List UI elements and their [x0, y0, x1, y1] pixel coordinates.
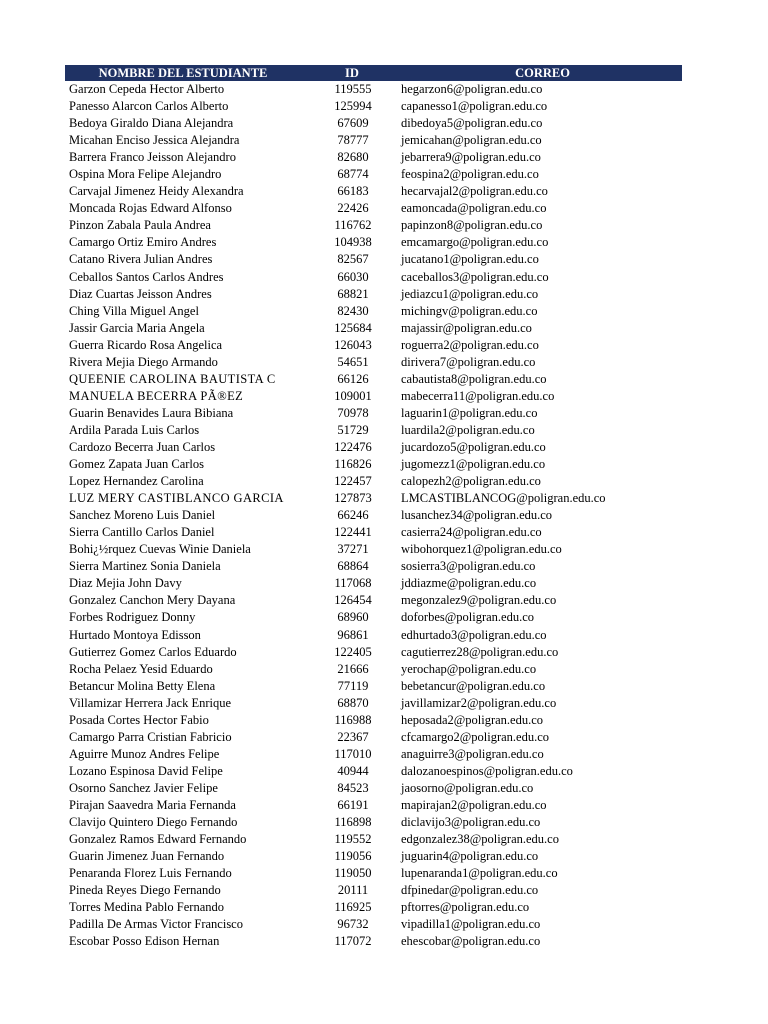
student-id-cell: 66030 [337, 269, 369, 284]
table-row [65, 848, 682, 865]
student-email-cell: jemicahan@poligran.edu.co [401, 133, 542, 148]
student-name-cell: Panesso Alarcon Carlos Alberto [69, 99, 229, 114]
student-email-cell: mapirajan2@poligran.edu.co [401, 797, 547, 812]
student-name-cell: Penaranda Florez Luis Fernando [69, 866, 232, 881]
student-name-cell: Forbes Rodriguez Donny [69, 610, 196, 625]
student-id-cell: 125994 [334, 99, 372, 114]
student-email-cell: roguerra2@poligran.edu.co [401, 337, 539, 352]
student-name-cell: Micahan Enciso Jessica Alejandra [69, 133, 240, 148]
student-email-cell: juguarin4@poligran.edu.co [401, 849, 539, 864]
student-email-cell: jucatano1@poligran.edu.co [401, 252, 539, 267]
student-id-cell: 122476 [334, 439, 372, 454]
table-row [65, 234, 682, 251]
student-email-cell: lusanchez34@poligran.edu.co [401, 508, 553, 523]
student-email-cell: cfcamargo2@poligran.edu.co [401, 729, 550, 744]
student-id-cell: 96732 [337, 917, 369, 932]
student-id-cell: 126454 [334, 593, 372, 608]
student-id-cell: 116925 [334, 900, 372, 915]
student-name-cell: Ching Villa Miguel Angel [69, 303, 199, 318]
table-row [65, 661, 682, 678]
student-table [65, 65, 682, 950]
table-row [65, 217, 682, 234]
table-row [65, 422, 682, 439]
student-name-cell: Camargo Ortiz Emiro Andres [69, 235, 217, 250]
table-header [65, 65, 682, 81]
header-id: ID [345, 66, 359, 80]
table-row [65, 371, 682, 388]
student-email-cell: jugomezz1@poligran.edu.co [401, 457, 546, 472]
header-name: NOMBRE DEL ESTUDIANTE [98, 66, 268, 80]
student-email-cell: wibohorquez1@poligran.edu.co [401, 542, 562, 557]
student-id-cell: 117072 [334, 934, 372, 949]
table-row [65, 439, 682, 456]
student-id-cell: 22367 [337, 729, 369, 744]
table-row [65, 183, 682, 200]
student-email-cell: doforbes@poligran.edu.co [401, 610, 535, 625]
student-id-cell: 126043 [334, 337, 372, 352]
student-name-cell: Hurtado Montoya Edisson [69, 627, 201, 642]
student-email-cell: vipadilla1@poligran.edu.co [401, 917, 541, 932]
student-email-cell: jebarrera9@poligran.edu.co [401, 150, 541, 165]
student-email-cell: feospina2@poligran.edu.co [401, 167, 539, 182]
table-row [65, 541, 682, 558]
table-row [65, 354, 682, 371]
table-row [65, 627, 682, 644]
table-body [65, 81, 682, 950]
student-id-cell: 104938 [334, 235, 372, 250]
table-row [65, 388, 682, 405]
table-row [65, 899, 682, 916]
table-row [65, 405, 682, 422]
student-id-cell: 122405 [334, 644, 372, 659]
student-email-cell: majassir@poligran.edu.co [401, 320, 532, 335]
table-row [65, 320, 682, 337]
table-row [65, 303, 682, 320]
table-row [65, 473, 682, 490]
student-name-cell: Ardila Parada Luis Carlos [69, 422, 200, 437]
table-row [65, 729, 682, 746]
student-name-cell: Moncada Rojas Edward Alfonso [69, 201, 232, 216]
student-email-cell: pftorres@poligran.edu.co [401, 900, 530, 915]
student-email-cell: anaguirre3@poligran.edu.co [401, 746, 544, 761]
student-name-cell: Diaz Cuartas Jeisson Andres [69, 286, 212, 301]
student-email-cell: ehescobar@poligran.edu.co [401, 934, 541, 949]
student-name-cell: Torres Medina Pablo Fernando [69, 900, 224, 915]
student-email-cell: hegarzon6@poligran.edu.co [401, 82, 543, 96]
student-name-cell: LUZ MERY CASTIBLANCO GARCIA [69, 491, 284, 506]
student-email-cell: lupenaranda1@poligran.edu.co [401, 866, 558, 881]
student-email-cell: jucardozo5@poligran.edu.co [401, 439, 546, 454]
student-id-cell: 82680 [337, 150, 369, 165]
table-row [65, 251, 682, 268]
student-name-cell: Gomez Zapata Juan Carlos [69, 457, 205, 472]
student-name-cell: Sierra Cantillo Carlos Daniel [69, 525, 215, 540]
student-id-cell: 66183 [337, 184, 369, 199]
student-email-cell: LMCASTIBLANCOG@poligran.edu.co [401, 491, 606, 506]
table-row [65, 98, 682, 115]
student-name-cell: Diaz Mejia John Davy [69, 576, 182, 591]
student-name-cell: Guerra Ricardo Rosa Angelica [69, 337, 223, 352]
student-id-cell: 51729 [337, 422, 369, 437]
header-email: CORREO [515, 66, 570, 80]
table-row [65, 933, 682, 950]
student-id-cell: 40944 [337, 763, 369, 778]
student-id-cell: 125684 [334, 320, 372, 335]
student-name-cell: Carvajal Jimenez Heidy Alexandra [69, 184, 244, 199]
student-name-cell: Pineda Reyes Diego Fernando [69, 883, 221, 898]
table-row [65, 337, 682, 354]
student-id-cell: 66126 [337, 371, 369, 386]
student-name-cell: Garzon Cepeda Hector Alberto [69, 82, 225, 96]
student-name-cell: Sierra Martinez Sonia Daniela [69, 559, 221, 574]
student-id-cell: 68960 [337, 610, 369, 625]
table-row [65, 558, 682, 575]
table-row [65, 490, 682, 507]
student-id-cell: 117010 [334, 746, 372, 761]
student-id-cell: 66191 [337, 797, 369, 812]
table-row [65, 763, 682, 780]
student-email-cell: caceballos3@poligran.edu.co [401, 269, 549, 284]
table-row [65, 644, 682, 661]
student-email-cell: papinzon8@poligran.edu.co [401, 218, 543, 233]
student-email-cell: hecarvajal2@poligran.edu.co [401, 184, 548, 199]
student-id-cell: 84523 [337, 780, 369, 795]
student-id-cell: 54651 [337, 354, 369, 369]
student-email-cell: casierra24@poligran.edu.co [401, 525, 542, 540]
table-row [65, 592, 682, 609]
student-name-cell: Gonzalez Ramos Edward Fernando [69, 832, 247, 847]
table-row [65, 269, 682, 286]
student-email-cell: edhurtado3@poligran.edu.co [401, 627, 547, 642]
student-id-cell: 119050 [334, 866, 372, 881]
student-name-cell: Gutierrez Gomez Carlos Eduardo [69, 644, 237, 659]
student-name-cell: Padilla De Armas Victor Francisco [69, 917, 243, 932]
student-name-cell: Escobar Posso Edison Hernan [69, 934, 220, 949]
table-row [65, 575, 682, 592]
student-name-cell: Barrera Franco Jeisson Alejandro [69, 150, 236, 165]
student-id-cell: 119552 [334, 832, 372, 847]
student-email-cell: sosierra3@poligran.edu.co [401, 559, 536, 574]
student-id-cell: 66246 [337, 508, 369, 523]
student-name-cell: Pirajan Saavedra Maria Fernanda [69, 797, 236, 812]
student-name-cell: MANUELA BECERRA PÃ®EZ [69, 388, 244, 403]
student-email-cell: eamoncada@poligran.edu.co [401, 201, 547, 216]
table-row [65, 456, 682, 473]
student-email-cell: javillamizar2@poligran.edu.co [401, 695, 557, 710]
student-email-cell: capanesso1@poligran.edu.co [401, 99, 548, 114]
student-email-cell: megonzalez9@poligran.edu.co [401, 593, 557, 608]
student-email-cell: dibedoya5@poligran.edu.co [401, 116, 543, 131]
student-email-cell: yerochap@poligran.edu.co [401, 661, 537, 676]
table-row [65, 831, 682, 848]
student-id-cell: 116988 [334, 712, 372, 727]
table-row [65, 200, 682, 217]
student-email-cell: jediazcu1@poligran.edu.co [401, 286, 539, 301]
student-id-cell: 116762 [334, 218, 372, 233]
table-row [65, 286, 682, 303]
student-email-cell: calopezh2@poligran.edu.co [401, 474, 541, 489]
table-row [65, 712, 682, 729]
student-id-cell: 68774 [337, 167, 369, 182]
student-email-cell: dirivera7@poligran.edu.co [401, 354, 536, 369]
student-email-cell: laguarin1@poligran.edu.co [401, 405, 538, 420]
student-name-cell: QUEENIE CAROLINA BAUTISTA C [69, 371, 276, 386]
table-row [65, 507, 682, 524]
student-name-cell: Clavijo Quintero Diego Fernando [69, 815, 238, 830]
student-name-cell: Bohi¿½rquez Cuevas Winie Daniela [69, 542, 251, 557]
student-name-cell: Lozano Espinosa David Felipe [69, 763, 223, 778]
table-row [65, 166, 682, 183]
student-name-cell: Camargo Parra Cristian Fabricio [69, 729, 232, 744]
student-name-cell: Ospina Mora Felipe Alejandro [69, 167, 222, 182]
student-id-cell: 117068 [334, 576, 372, 591]
student-name-cell: Rivera Mejia Diego Armando [69, 354, 218, 369]
student-id-cell: 37271 [337, 542, 369, 557]
student-id-cell: 96861 [337, 627, 369, 642]
student-email-cell: cabautista8@poligran.edu.co [401, 371, 547, 386]
student-email-cell: bebetancur@poligran.edu.co [401, 678, 546, 693]
student-id-cell: 122441 [334, 525, 372, 540]
student-email-cell: mabecerra11@poligran.edu.co [401, 388, 555, 403]
student-email-cell: heposada2@poligran.edu.co [401, 712, 544, 727]
student-id-cell: 116898 [334, 815, 372, 830]
student-email-cell: dalozanoespinos@poligran.edu.co [401, 763, 573, 778]
student-name-cell: Guarin Jimenez Juan Fernando [69, 849, 225, 864]
student-email-cell: jaosorno@poligran.edu.co [401, 780, 534, 795]
student-name-cell: Lopez Hernandez Carolina [69, 474, 204, 489]
student-name-cell: Betancur Molina Betty Elena [69, 678, 216, 693]
student-name-cell: Villamizar Herrera Jack Enrique [69, 695, 232, 710]
student-name-cell: Bedoya Giraldo Diana Alejandra [69, 116, 234, 131]
student-id-cell: 70978 [337, 405, 369, 420]
student-id-cell: 68821 [337, 286, 369, 301]
student-email-cell: luardila2@poligran.edu.co [401, 422, 535, 437]
student-id-cell: 82430 [337, 303, 369, 318]
student-id-cell: 20111 [337, 883, 369, 898]
table-row [65, 132, 682, 149]
student-name-cell: Cardozo Becerra Juan Carlos [69, 439, 216, 454]
table-row [65, 695, 682, 712]
student-name-cell: Sanchez Moreno Luis Daniel [69, 508, 216, 523]
student-id-cell: 119056 [334, 849, 372, 864]
student-name-cell: Pinzon Zabala Paula Andrea [69, 218, 211, 233]
table-row [65, 524, 682, 541]
student-id-cell: 119555 [334, 82, 372, 96]
student-name-cell: Gonzalez Canchon Mery Dayana [69, 593, 236, 608]
student-email-cell: cagutierrez28@poligran.edu.co [401, 644, 559, 659]
student-name-cell: Guarin Benavides Laura Bibiana [69, 405, 234, 420]
student-id-cell: 21666 [337, 661, 369, 676]
table-row [65, 814, 682, 831]
student-id-cell: 116826 [334, 457, 372, 472]
student-name-cell: Osorno Sanchez Javier Felipe [69, 780, 218, 795]
student-name-cell: Catano Rivera Julian Andres [69, 252, 213, 267]
student-name-cell: Ceballos Santos Carlos Andres [69, 269, 224, 284]
student-id-cell: 68870 [337, 695, 369, 710]
student-id-cell: 67609 [337, 116, 369, 131]
student-id-cell: 77119 [337, 678, 369, 693]
student-name-cell: Posada Cortes Hector Fabio [69, 712, 209, 727]
student-email-cell: dfpinedar@poligran.edu.co [401, 883, 539, 898]
table-row [65, 115, 682, 132]
student-name-cell: Rocha Pelaez Yesid Eduardo [69, 661, 213, 676]
student-id-cell: 78777 [337, 133, 369, 148]
table-row [65, 916, 682, 933]
table-row [65, 797, 682, 814]
student-email-cell: emcamargo@poligran.edu.co [401, 235, 549, 250]
student-email-cell: diclavijo3@poligran.edu.co [401, 815, 541, 830]
student-email-cell: edgonzalez38@poligran.edu.co [401, 832, 559, 847]
student-id-cell: 82567 [337, 252, 369, 267]
student-id-cell: 22426 [337, 201, 369, 216]
student-id-cell: 68864 [337, 559, 369, 574]
table-row [65, 780, 682, 797]
student-email-cell: michingv@poligran.edu.co [401, 303, 538, 318]
student-id-cell: 122457 [334, 474, 372, 489]
student-id-cell: 109001 [334, 388, 372, 403]
table-row [65, 81, 682, 98]
table-row [65, 882, 682, 899]
table-row [65, 865, 682, 882]
table-row [65, 609, 682, 626]
student-name-cell: Aguirre Munoz Andres Felipe [69, 746, 220, 761]
student-email-cell: jddiazme@poligran.edu.co [401, 576, 537, 591]
student-id-cell: 127873 [334, 491, 372, 506]
table-row [65, 149, 682, 166]
table-row [65, 678, 682, 695]
student-name-cell: Jassir Garcia Maria Angela [69, 320, 205, 335]
table-row [65, 746, 682, 763]
